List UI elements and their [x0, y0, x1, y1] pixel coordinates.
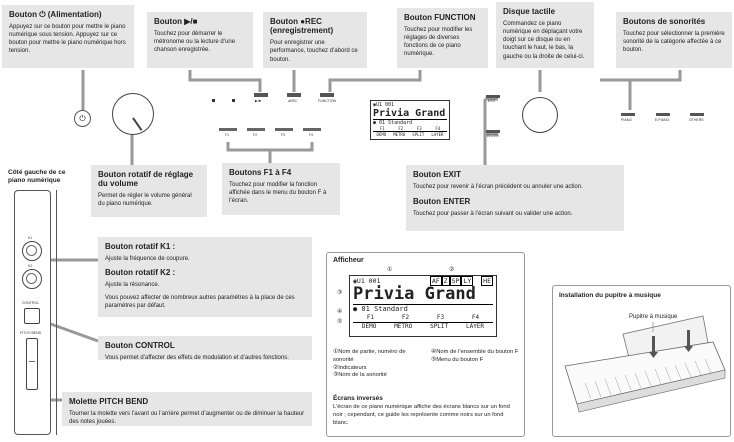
f4-button[interactable] [303, 128, 321, 131]
tones-callout [616, 12, 732, 68]
function-title: Bouton FUNCTION [404, 13, 476, 22]
indicator-sp: SP [451, 277, 460, 285]
afficheur-menu-metro: METRO [394, 323, 413, 330]
touch-disc[interactable] [522, 97, 558, 133]
panel-lcd-menu-row [373, 131, 447, 137]
exit-enter-callout [406, 165, 624, 231]
led-indicator [212, 99, 215, 102]
pitch-callout [62, 392, 312, 426]
k1-text: Ajuste la fréquence de coupure. [105, 256, 190, 263]
legend-item-2: ②Indicateurs [333, 364, 367, 371]
afficheur-f3: F3 [436, 314, 445, 321]
f-buttons-callout [222, 163, 340, 215]
led-indicator [232, 99, 235, 102]
tones-text: Touchez pour sélectionner la première sonorité de la catégorie affectée à ce bouton. [623, 31, 725, 54]
legend-item-3: ③Nom de la sonorité [333, 372, 387, 379]
volume-text: Permet de régler le volume général du piano numérique. [98, 193, 192, 208]
rec-text: Pour enregistrer une performance, touchez d’abord ce bouton. [270, 40, 358, 63]
marker-2: ② [449, 267, 455, 273]
panel-lcd-f2: F2 [398, 126, 404, 131]
panel-lcd-menu-split: SPLIT [412, 132, 425, 137]
pitch-label: PITCH BEND [20, 331, 42, 335]
indicator-he: HE [483, 277, 491, 285]
disc-title: Disque tactile [503, 7, 556, 16]
rec-title: Bouton ●REC (enregistrement) [270, 17, 334, 36]
indicator-ly: LY [463, 277, 472, 285]
afficheur-f1: F1 [366, 314, 375, 321]
legend-item-5: ⑤Menu du bouton F [431, 356, 484, 363]
afficheur-f4: F4 [471, 314, 480, 321]
play-stop-text: Touchez pour démarrer le métronome ou la lecture d’une chanson enregistrée. [154, 31, 236, 54]
knobs-callout [98, 237, 312, 317]
rec-label: ●REC [288, 99, 298, 103]
play-stop-button[interactable] [254, 93, 268, 97]
power-text: Appuyez sur ce bouton pour mettre le piano numérique sous tension. Appuyez sur ce bouton pour mettre le piano numérique hors tension. [9, 24, 126, 55]
panel-lcd [370, 100, 450, 140]
play-stop-title: Bouton ▶/■ [154, 17, 198, 26]
afficheur-title: Afficheur [333, 257, 364, 264]
tone-label-piano: PIANO [621, 118, 632, 122]
enter-button[interactable] [486, 130, 500, 133]
control-label: CONTROL [22, 301, 40, 305]
afficheur-lcd-title: Privia Grand [353, 284, 476, 304]
afficheur-menu-split: SPLIT [430, 323, 449, 330]
knobs-more-text: Vous pouvez affecter de nombreux autres paramètres à la place de ces paramètres par défaut. [105, 294, 295, 309]
pitch-title: Molette PITCH BEND [69, 397, 149, 406]
panel-lcd-line3: ● 01 Standard [373, 119, 447, 126]
tone-button-piano[interactable] [621, 113, 635, 116]
control-callout [98, 336, 312, 360]
tone-label-others: OTHERS [689, 118, 704, 122]
legend-item-4: ④Nom de l’ensemble du bouton F [431, 349, 519, 355]
f4-label: F4 [309, 133, 314, 137]
marker-4: ④ [337, 309, 343, 315]
tone-button-others[interactable] [690, 113, 704, 116]
panel-lcd-f1: F1 [379, 126, 385, 131]
power-callout [2, 5, 134, 68]
keyboard-illustration [553, 286, 732, 438]
panel-lcd-line1: ◉U1 001 [373, 102, 395, 108]
k2-label: K2 [28, 264, 33, 268]
k2-title: Bouton rotatif K2 : [105, 268, 176, 278]
exit-title: Bouton EXIT [413, 170, 461, 179]
f3-button[interactable] [275, 128, 293, 131]
f-buttons-text: Touchez pour modifier la fonction affichée dans le menu du bouton F à l’écran. [229, 182, 327, 205]
stand-title: Installation du pupitre à musique [559, 292, 661, 299]
volume-pointer-icon [132, 117, 142, 130]
play-stop-callout [147, 12, 253, 68]
volume-knob[interactable] [112, 93, 154, 135]
legend-item-1: ①Nom de partie, numéro de sonorité [333, 349, 406, 363]
control-text: Vous permet d’affecter des effets de modulation et d’autres fonctions. [105, 355, 289, 362]
panel-lcd-menu-demo: DEMO [376, 132, 387, 137]
afficheur-lcd-menu-row [353, 322, 493, 331]
afficheur-lcd-line3: ● 01 Standard [353, 304, 493, 314]
control-title: Bouton CONTROL [105, 341, 175, 350]
afficheur-lcd [349, 275, 497, 337]
panel-lcd-f4: F4 [435, 126, 441, 131]
afficheur-box [326, 252, 525, 437]
exit-text: Touchez pour revenir à l’écran précédent ou annuler une action. [413, 184, 583, 191]
f1-label: F1 [225, 133, 230, 137]
k1-knob-inner-icon [26, 245, 37, 256]
pitch-wheel-mark-icon [29, 361, 35, 362]
k1-knob[interactable] [22, 241, 42, 261]
enter-text: Touchez pour passer à l’écran suivant ou valider une action. [413, 211, 573, 218]
exit-label: EXIT [488, 99, 496, 103]
legend-right [431, 349, 523, 365]
marker-5: ⑤ [337, 319, 343, 325]
rec-button[interactable] [287, 93, 301, 97]
control-button[interactable] [24, 308, 40, 324]
f-buttons-title: Boutons F1 à F4 [229, 168, 292, 177]
f2-label: F2 [253, 133, 258, 137]
panel-lcd-menu-layer: LAYER [431, 132, 444, 137]
k2-knob-inner-icon [26, 273, 37, 284]
exit-button[interactable] [486, 95, 500, 98]
volume-title: Bouton rotatif de réglage du volume [98, 170, 194, 189]
afficheur-lcd-f-row [353, 314, 493, 322]
panel-lcd-f3: F3 [416, 126, 422, 131]
indicator-af: AF [431, 277, 440, 285]
pitch-bend-wheel[interactable] [26, 338, 38, 390]
tone-label-epiano: E.PIANO [655, 118, 670, 122]
legend-left [333, 349, 423, 380]
tone-button-epiano[interactable] [656, 113, 670, 116]
panel-lcd-title: Privia Grand [373, 108, 446, 119]
f2-button[interactable] [247, 128, 265, 131]
function-label: FUNCTION [318, 99, 337, 103]
k2-knob[interactable] [22, 269, 42, 289]
stand-label: Pupitre à musique [629, 314, 678, 320]
power-button[interactable] [74, 110, 91, 127]
disc-callout [496, 2, 594, 68]
side-panel-edge [56, 190, 57, 435]
disc-text: Commandez ce piano numérique en déplaçant votre doigt sur ce disque ou en touchant le haut, le bas, la gauche ou la droite de celui-ci. [503, 21, 585, 60]
k1-title: Bouton rotatif K1 : [105, 242, 176, 251]
inverse-title: Écrans inversés [333, 395, 383, 402]
play-stop-label: ▶/■ [255, 99, 261, 103]
function-callout [397, 8, 488, 68]
afficheur-lcd-part: ◉U1 001 [353, 277, 381, 285]
indicator-z: Z [443, 277, 448, 285]
tones-title: Boutons de sonorités [623, 17, 706, 26]
pitch-text: Tourner la molette vers l’avant ou l’arrière permet d’augmenter ou de diminuer la hauteur des notes jouées. [69, 411, 305, 426]
afficheur-menu-demo: DEMO [361, 323, 377, 330]
f3-label: F3 [281, 133, 286, 137]
marker-1: ① [387, 267, 393, 273]
enter-title: Bouton ENTER [413, 197, 471, 207]
function-text: Touchez pour modifier les réglages de diverses fonctions de ce piano numérique. [404, 27, 473, 58]
left-side-heading: Côté gauche de ce piano numérique [8, 169, 66, 185]
volume-callout [91, 165, 207, 217]
power-icon: ⏻ [79, 113, 86, 123]
k1-label: K1 [28, 236, 33, 240]
stand-box [552, 285, 731, 437]
rec-callout [263, 12, 367, 68]
panel-lcd-menu-metro: METRO [393, 132, 406, 137]
k2-text: Ajuste la résonance. [105, 282, 160, 289]
function-button[interactable] [320, 93, 334, 97]
f1-button[interactable] [219, 128, 237, 131]
marker-3: ③ [337, 290, 343, 296]
power-title: Bouton ⏻ (Alimentation) [9, 10, 102, 19]
inverse-text: L’écran de ce piano numérique affiche des écrans blancs sur un fond noir ; cependant, ce guide les représente comme noirs sur un fond blanc. [333, 404, 510, 426]
afficheur-f2: F2 [401, 314, 410, 321]
afficheur-menu-layer: LAYER [465, 323, 485, 330]
enter-label: ENTER [487, 134, 499, 138]
